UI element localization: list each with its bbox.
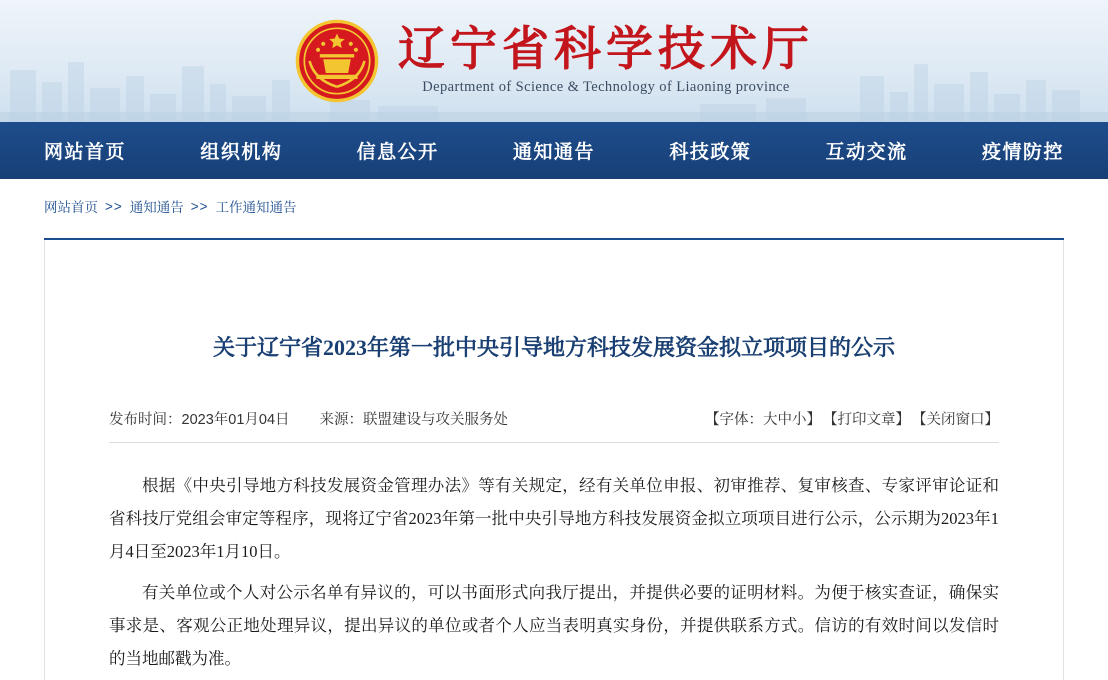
nav-item-information-disclosure[interactable]: 信息公开 bbox=[356, 142, 439, 163]
nav-item-policies[interactable]: 科技政策 bbox=[669, 142, 752, 163]
source-value: 联盟建设与攻关服务处 bbox=[363, 411, 509, 428]
main-navigation bbox=[0, 122, 1108, 179]
breadcrumb bbox=[44, 196, 1108, 216]
nav-item-notices[interactable]: 通知通告 bbox=[512, 142, 595, 163]
publish-time-value: 2023年01月04日 bbox=[181, 411, 290, 428]
breadcrumb-item-home[interactable]: 网站首页 bbox=[44, 200, 98, 215]
site-title-en: Department of Science & Technology of Liaoning province bbox=[422, 79, 790, 96]
breadcrumb-item-work-notices[interactable]: 工作通知通告 bbox=[215, 200, 297, 215]
national-emblem-icon bbox=[294, 18, 380, 104]
article-meta bbox=[109, 408, 999, 429]
breadcrumb-bar bbox=[0, 179, 1108, 228]
site-header-banner bbox=[0, 0, 1108, 122]
site-title-cn: 辽宁省科学技术厅 bbox=[398, 23, 814, 76]
publish-time bbox=[109, 408, 290, 429]
nav-item-organization[interactable]: 组织机构 bbox=[200, 142, 283, 163]
article-paragraph: 根据《中央引导地方科技发展资金管理办法》等有关规定，经有关单位申报、初审推荐、复审核查、专家评审论证和省科技厅党组会审定等程序，现将辽宁省2023年第一批中央引导地方科技发展资金拟立项项目进行公示，公示期为2023年1月4日至2023年1月10日。 bbox=[109, 475, 999, 561]
nav-item-home[interactable]: 网站首页 bbox=[44, 142, 127, 163]
publish-time-label: 发布时间： bbox=[109, 411, 182, 428]
article-body bbox=[109, 469, 999, 675]
meta-divider bbox=[109, 442, 999, 443]
article-tools bbox=[705, 408, 999, 429]
breadcrumb-separator: >> bbox=[105, 198, 123, 214]
close-window-button[interactable]: 【关闭窗口】 bbox=[912, 411, 999, 428]
article-source bbox=[320, 408, 509, 429]
font-size-control[interactable]: 【字体：大中小】 bbox=[705, 411, 821, 428]
print-button[interactable]: 【打印文章】 bbox=[823, 411, 910, 428]
article-card bbox=[44, 240, 1064, 680]
source-label: 来源： bbox=[319, 411, 364, 428]
page-title: 关于辽宁省2023年第一批中央引导地方科技发展资金拟立项项目的公示 bbox=[212, 335, 895, 360]
article-paragraph: 有关单位或个人对公示名单有异议的，可以书面形式向我厅提出，并提供必要的证明材料。为便于核实查证，确保实事求是、客观公正地处理异议，提出异议的单位或者个人应当表明真实身份，并提供联系方式。信访的有效时间以发信时的当地邮戳为准。 bbox=[109, 582, 999, 668]
nav-item-interaction[interactable]: 互动交流 bbox=[825, 142, 908, 163]
breadcrumb-separator: >> bbox=[190, 198, 209, 214]
breadcrumb-item-notices[interactable]: 通知通告 bbox=[129, 200, 184, 215]
nav-item-epidemic-control[interactable]: 疫情防控 bbox=[981, 142, 1064, 163]
